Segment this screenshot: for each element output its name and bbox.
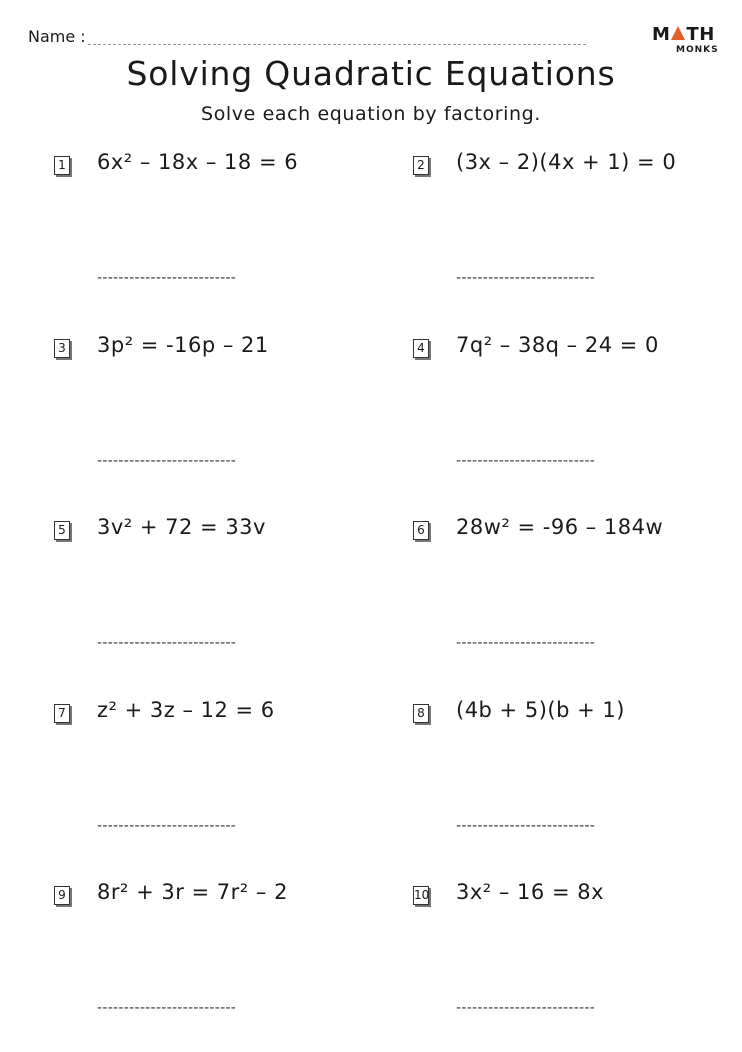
problem-number: 10 [413, 886, 429, 905]
equation: (3x – 2)(4x + 1) = 0 [456, 150, 677, 174]
logo-wordmark [652, 24, 715, 45]
equation: (4b + 5)(b + 1) [456, 698, 625, 722]
answer-line[interactable]: -------------------------- [456, 270, 596, 286]
problem-number: 3 [54, 339, 70, 358]
logo-letters-th: TH [686, 24, 715, 45]
problem-number: 6 [413, 521, 429, 540]
equation: 3x² – 16 = 8x [456, 880, 605, 904]
equation: z² + 3z – 12 = 6 [97, 698, 275, 722]
problem-number: 1 [54, 156, 70, 175]
problem-5 [54, 517, 374, 687]
problem-number: 8 [413, 704, 429, 723]
answer-line[interactable]: -------------------------- [97, 453, 237, 469]
problem-8 [413, 700, 733, 870]
name-label: Name : [28, 27, 86, 46]
problem-1 [54, 152, 374, 322]
name-line[interactable] [88, 44, 586, 45]
equation: 6x² – 18x – 18 = 6 [97, 150, 299, 174]
problem-number: 4 [413, 339, 429, 358]
problem-10 [413, 882, 733, 1052]
equation: 8r² + 3r = 7r² – 2 [97, 880, 288, 904]
answer-line[interactable]: -------------------------- [97, 635, 237, 651]
equation: 7q² – 38q – 24 = 0 [456, 333, 659, 357]
answer-line[interactable]: -------------------------- [456, 635, 596, 651]
problem-2 [413, 152, 733, 322]
page-title: Solving Quadratic Equations [126, 54, 616, 93]
problem-number: 9 [54, 886, 70, 905]
equation: 3p² = -16p – 21 [97, 333, 269, 357]
problem-9 [54, 882, 374, 1052]
triangle-icon [671, 26, 685, 40]
logo-subtext: MONKS [676, 45, 719, 55]
answer-line[interactable]: -------------------------- [456, 1000, 596, 1016]
instructions: Solve each equation by factoring. [201, 103, 541, 125]
problem-4 [413, 335, 733, 505]
answer-line[interactable]: -------------------------- [97, 270, 237, 286]
equation: 3v² + 72 = 33v [97, 515, 266, 539]
problem-7 [54, 700, 374, 870]
problem-3 [54, 335, 374, 505]
answer-line[interactable]: -------------------------- [97, 1000, 237, 1016]
problem-number: 2 [413, 156, 429, 175]
problem-6 [413, 517, 733, 687]
equation: 28w² = -96 – 184w [456, 515, 664, 539]
logo-letter-m: M [652, 24, 671, 45]
answer-line[interactable]: -------------------------- [456, 453, 596, 469]
problem-number: 5 [54, 521, 70, 540]
answer-line[interactable]: -------------------------- [456, 818, 596, 834]
problem-number: 7 [54, 704, 70, 723]
answer-line[interactable]: -------------------------- [97, 818, 237, 834]
